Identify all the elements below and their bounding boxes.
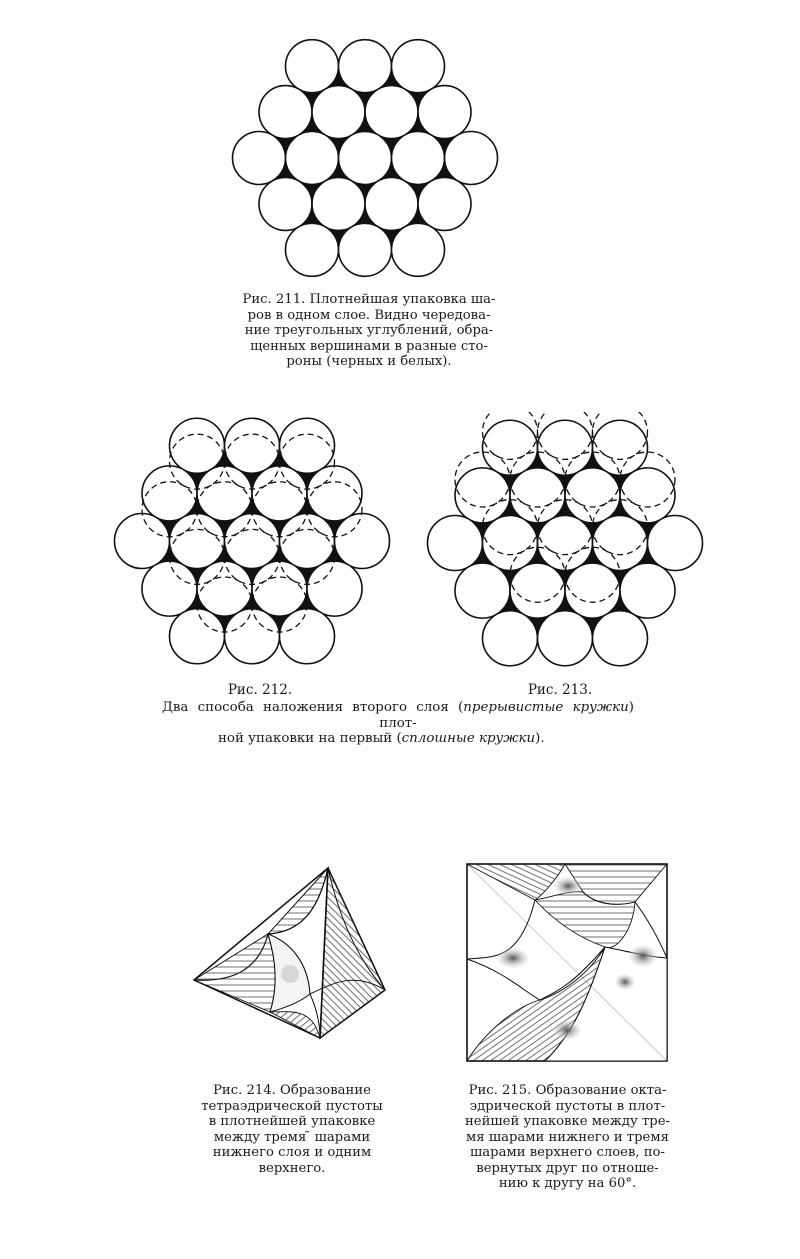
sphere-group-solid-layer (428, 420, 703, 666)
caption-line: нижнего слоя и одним (212, 1145, 372, 1160)
lower-layer-sphere (280, 418, 335, 473)
lower-layer-sphere (593, 420, 648, 475)
lower-layer-sphere (565, 563, 620, 618)
lower-layer-sphere (538, 420, 593, 475)
caption-line: нейшей упаковке между тре- (465, 1114, 670, 1129)
figure-211-single-layer-packing (225, 35, 505, 285)
lower-layer-sphere (620, 563, 675, 618)
lower-layer-sphere (286, 132, 339, 185)
lower-layer-sphere (483, 420, 538, 475)
sphere-group-solid-layer (115, 418, 390, 664)
caption-line-1: Два способа наложения второго слоя (прерывистые кружки) плот- (162, 700, 634, 731)
lower-layer-sphere (392, 40, 445, 93)
caption-line: нию к другу на 60°. (498, 1176, 637, 1191)
lower-layer-sphere (418, 86, 471, 139)
lower-layer-sphere (307, 466, 362, 521)
lower-layer-sphere (538, 611, 593, 666)
lower-layer-sphere (392, 132, 445, 185)
lower-layer-sphere (538, 516, 593, 571)
lower-layer-sphere (142, 466, 197, 521)
lower-layer-sphere (225, 609, 280, 664)
lower-layer-sphere (312, 177, 365, 230)
lower-layer-sphere (197, 466, 252, 521)
caption-line: Рис. 211. Плотнейшая упаковка ша- (242, 292, 496, 307)
lower-layer-sphere (483, 516, 538, 571)
lower-layer-sphere (115, 514, 170, 569)
lower-layer-sphere (312, 86, 365, 139)
caption-line: эдрической пустоты в плот- (469, 1098, 666, 1114)
caption-line: ние треугольных углублений, обра- (244, 323, 494, 338)
caption-line-2: ной упаковки на первый (сплошные кружки). (218, 731, 545, 746)
lower-layer-sphere (170, 609, 225, 664)
figure-212-label: Рис. 212. (227, 682, 293, 698)
figure-212-two-layer-packing (110, 408, 395, 678)
lower-layer-sphere (648, 516, 703, 571)
lower-layer-sphere (170, 514, 225, 569)
figure-214-caption (196, 1083, 388, 1176)
lower-layer-sphere (483, 611, 538, 666)
figure-215-caption (465, 1083, 670, 1192)
lower-layer-sphere (418, 177, 471, 230)
lower-layer-sphere (259, 86, 312, 139)
caption-line: шарами верхнего слоев, по- (470, 1145, 665, 1160)
figure-211-caption (233, 292, 505, 370)
lower-layer-sphere (593, 516, 648, 571)
lower-layer-sphere (170, 418, 225, 473)
lower-layer-sphere (339, 40, 392, 93)
caption-line: Рис. 215. Образование окта- (468, 1083, 667, 1098)
lower-layer-sphere (252, 466, 307, 521)
caption-line: мя шарами нижнего и тремя (466, 1129, 669, 1145)
lower-layer-sphere (339, 223, 392, 276)
caption-line: щенных вершинами в разные сто- (250, 338, 488, 354)
lower-layer-sphere (510, 563, 565, 618)
caption-line: в плотнейшей упаковке (208, 1114, 376, 1129)
figure-214-tetrahedral-void (190, 862, 390, 1042)
lower-layer-sphere (286, 223, 339, 276)
lower-layer-sphere (252, 561, 307, 616)
lower-layer-sphere (225, 418, 280, 473)
lower-layer-sphere (428, 516, 483, 571)
lower-layer-sphere (339, 132, 392, 185)
lower-layer-sphere (280, 514, 335, 569)
caption-line: тетраэдрической пустоты (201, 1098, 383, 1114)
lower-layer-sphere (455, 563, 510, 618)
figure-213-two-layer-packing (423, 412, 708, 677)
figure-215-octahedral-void (465, 862, 670, 1064)
lower-layer-sphere (510, 468, 565, 523)
figure-213-label: Рис. 213. (527, 682, 593, 698)
lower-layer-sphere (286, 40, 339, 93)
lower-layer-sphere (445, 132, 498, 185)
caption-line: между тремя ̃ шарами (213, 1129, 371, 1145)
figures-212-213-caption (162, 700, 634, 747)
lower-layer-sphere (142, 561, 197, 616)
caption-line: ров в одном слое. Видно чередова- (247, 307, 491, 323)
caption-line: верхнего. (258, 1160, 326, 1176)
lower-layer-sphere (392, 223, 445, 276)
sphere-group-layer-1 (233, 40, 498, 277)
lower-layer-sphere (335, 514, 390, 569)
lower-layer-sphere (455, 468, 510, 523)
lower-layer-sphere (620, 468, 675, 523)
lower-layer-sphere (365, 86, 418, 139)
caption-line: вернутых друг по отноше- (476, 1160, 659, 1176)
lower-layer-sphere (593, 611, 648, 666)
lower-layer-sphere (565, 468, 620, 523)
lower-layer-sphere (225, 514, 280, 569)
lower-layer-sphere (307, 561, 362, 616)
lower-layer-sphere (259, 177, 312, 230)
lower-layer-sphere (197, 561, 252, 616)
lower-layer-sphere (233, 132, 286, 185)
lower-layer-sphere (365, 177, 418, 230)
caption-line: роны (черных и белых). (286, 354, 452, 369)
caption-line: Рис. 214. Образование (213, 1083, 371, 1098)
lower-layer-sphere (280, 609, 335, 664)
